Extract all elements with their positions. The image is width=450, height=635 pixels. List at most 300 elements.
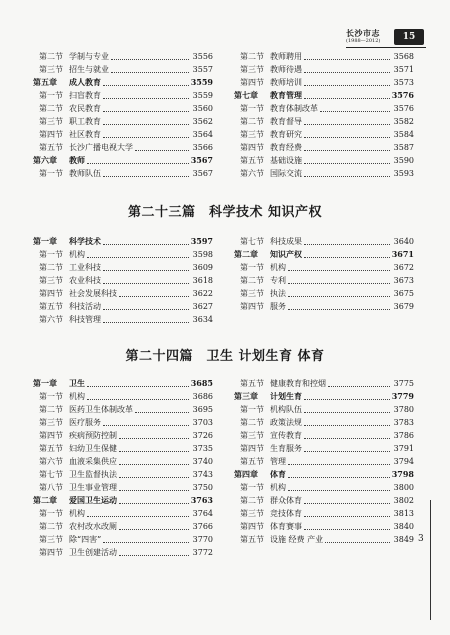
- toc-section-row[interactable]: [33, 442, 213, 455]
- toc-leader-dots: [304, 515, 390, 517]
- toc-section-row[interactable]: [33, 390, 213, 403]
- toc-leader-dots: [304, 437, 390, 439]
- toc-title: 社会发展科技: [69, 289, 117, 298]
- toc-title: 执法: [270, 289, 286, 298]
- toc-number: 第四节: [240, 522, 264, 531]
- toc-page: 3590: [393, 156, 414, 165]
- toc-page: 3764: [192, 509, 213, 518]
- toc-title: 服务: [270, 302, 286, 311]
- toc-leader-dots: [103, 123, 189, 125]
- toc-page: 3566: [192, 143, 213, 152]
- toc-number: 第五节: [240, 457, 264, 466]
- toc-page: 3556: [192, 52, 213, 61]
- toc-number: 第三节: [240, 509, 264, 518]
- edge-rule: [430, 500, 431, 620]
- toc-section-row[interactable]: [234, 141, 414, 154]
- toc-number: 第一节: [240, 263, 264, 272]
- toc-section-row[interactable]: [33, 416, 213, 429]
- toc-number: 第四节: [240, 302, 264, 311]
- toc-leader-dots: [304, 123, 390, 125]
- toc-section-row[interactable]: [234, 494, 414, 507]
- toc-title: 健康教育和控烟: [270, 379, 326, 388]
- toc-page: 3567: [190, 155, 213, 165]
- toc-section-row[interactable]: [234, 429, 414, 442]
- toc-part24-left: [33, 377, 213, 559]
- toc-leader-dots: [111, 71, 189, 73]
- toc-number: 第四节: [39, 289, 63, 298]
- toc-chapter-row[interactable]: [234, 248, 414, 261]
- toc-leader-dots: [87, 398, 189, 400]
- toc-title: 群众体育: [270, 496, 302, 505]
- toc-section-row[interactable]: [234, 442, 414, 455]
- toc-part24-right: [234, 377, 414, 546]
- toc-leader-dots: [103, 269, 189, 271]
- toc-number: 第二章: [234, 249, 258, 259]
- toc-page: 3571: [393, 65, 414, 74]
- toc-title: 设施 经费 产业: [270, 535, 324, 544]
- toc-section-row[interactable]: [234, 128, 414, 141]
- toc-title: 教育管理: [270, 90, 302, 100]
- toc-leader-dots: [103, 282, 189, 284]
- toc-page: 3675: [393, 289, 414, 298]
- toc-page: 3726: [192, 431, 213, 440]
- toc-section-row[interactable]: [33, 102, 213, 115]
- toc-section-row[interactable]: [33, 261, 213, 274]
- toc-number: 第一节: [39, 392, 63, 401]
- toc-title: 社区教育: [69, 130, 101, 139]
- toc-section-row[interactable]: [234, 115, 414, 128]
- toc-page: 3559: [190, 77, 213, 87]
- toc-number: 第二节: [39, 263, 63, 272]
- toc-number: 第六章: [33, 155, 57, 165]
- toc-leader-dots: [288, 295, 390, 297]
- toc-page: 3800: [393, 483, 414, 492]
- toc-title: 管理: [270, 457, 286, 466]
- toc-title: 疾病预防控制: [69, 431, 117, 440]
- toc-section-row[interactable]: [234, 520, 414, 533]
- toc-title: 卫生创建活动: [69, 548, 117, 557]
- toc-leader-dots: [103, 84, 189, 86]
- toc-section-row[interactable]: [234, 63, 414, 76]
- toc-leader-dots: [304, 243, 390, 245]
- toc-title: 教师待遇: [270, 65, 302, 74]
- toc-page: 3813: [393, 509, 414, 518]
- toc-section-row[interactable]: [33, 89, 213, 102]
- toc-number: 第七节: [240, 237, 264, 246]
- toc-leader-dots: [87, 385, 189, 387]
- toc-number: 第一节: [240, 104, 264, 113]
- toc-number: 第五节: [240, 379, 264, 388]
- toc-number: 第五节: [39, 444, 63, 453]
- toc-section-row[interactable]: [33, 520, 213, 533]
- toc-leader-dots: [304, 149, 390, 151]
- toc-chapter-row[interactable]: [234, 390, 414, 403]
- toc-leader-dots: [304, 162, 390, 164]
- toc-title: 国际交流: [270, 169, 302, 178]
- toc-section-row[interactable]: [33, 300, 213, 313]
- toc-section-row[interactable]: [33, 468, 213, 481]
- toc-page: 3802: [393, 496, 414, 505]
- toc-section-row[interactable]: [234, 167, 414, 180]
- toc-section-row[interactable]: [33, 403, 213, 416]
- toc-page: 3740: [192, 457, 213, 466]
- toc-section-row[interactable]: [234, 76, 414, 89]
- toc-leader-dots: [288, 476, 390, 478]
- toc-number: 第二节: [240, 418, 264, 427]
- toc-leader-dots: [119, 476, 189, 478]
- toc-title: 机构: [69, 392, 85, 401]
- toc-number: 第一节: [39, 509, 63, 518]
- toc-leader-dots: [304, 71, 390, 73]
- toc-leader-dots: [304, 97, 390, 99]
- toc-title: 知识产权: [270, 249, 302, 259]
- toc-title: 生育服务: [270, 444, 302, 453]
- toc-number: 第八节: [39, 483, 63, 492]
- toc-number: 第一节: [39, 250, 63, 259]
- toc-page: 3560: [192, 104, 213, 113]
- toc-leader-dots: [304, 175, 390, 177]
- toc-number: 第五章: [33, 77, 57, 87]
- toc-number: 第四节: [39, 548, 63, 557]
- toc-page: 3576: [391, 90, 414, 100]
- toc-number: 第四节: [240, 78, 264, 87]
- toc-number: 第三节: [39, 117, 63, 126]
- logo-rule: [346, 47, 426, 48]
- toc-page: 3775: [393, 379, 414, 388]
- toc-title: 扫盲教育: [69, 91, 101, 100]
- part-24-heading: 第二十四篇 卫生 计划生育 体育: [125, 349, 325, 364]
- toc-leader-dots: [288, 463, 390, 465]
- toc-title: 科技成果: [270, 237, 302, 246]
- toc-page: 3772: [192, 548, 213, 557]
- toc-number: 第五节: [39, 302, 63, 311]
- toc-page: 3679: [393, 302, 414, 311]
- toc-page: 3685: [190, 378, 213, 388]
- toc-leader-dots: [304, 424, 390, 426]
- logo-subtitle: (1988—2012): [346, 38, 381, 44]
- toc-leader-dots: [119, 528, 189, 530]
- toc-chapter-row[interactable]: [33, 377, 213, 390]
- toc-leader-dots: [119, 450, 189, 452]
- toc-title: 卫生: [69, 378, 85, 388]
- toc-number: 第六节: [39, 457, 63, 466]
- toc-page: 3557: [192, 65, 213, 74]
- toc-leader-dots: [288, 269, 390, 271]
- toc-section-row[interactable]: [33, 63, 213, 76]
- toc-number: 第三节: [39, 276, 63, 285]
- toc-title: 农民教育: [69, 104, 101, 113]
- toc-leader-dots: [304, 450, 390, 452]
- toc-leader-dots: [328, 385, 390, 387]
- toc-top-left: [33, 50, 213, 180]
- toc-page: 3673: [393, 276, 414, 285]
- toc-title: 医疗服务: [69, 418, 101, 427]
- toc-leader-dots: [135, 149, 189, 151]
- toc-number: 第一节: [240, 405, 264, 414]
- toc-section-row[interactable]: [234, 416, 414, 429]
- toc-leader-dots: [103, 175, 189, 177]
- toc-section-row[interactable]: [234, 507, 414, 520]
- toc-section-row[interactable]: [234, 235, 414, 248]
- toc-leader-dots: [320, 110, 390, 112]
- toc-section-row[interactable]: [234, 50, 414, 63]
- toc-page: 3587: [393, 143, 414, 152]
- toc-section-row[interactable]: [234, 481, 414, 494]
- toc-page: 3627: [192, 302, 213, 311]
- toc-title: 机构: [270, 483, 286, 492]
- toc-page: 3618: [192, 276, 213, 285]
- toc-leader-dots: [119, 554, 189, 556]
- toc-leader-dots: [111, 58, 189, 60]
- toc-title: 除“四害”: [69, 535, 102, 544]
- toc-page: 3634: [192, 315, 213, 324]
- toc-page: 3763: [190, 495, 213, 505]
- toc-number: 第二章: [33, 495, 57, 505]
- toc-page: 3780: [393, 405, 414, 414]
- toc-page: 3766: [192, 522, 213, 531]
- toc-title: 教师聘用: [270, 52, 302, 61]
- toc-title: 长沙广播电视大学: [69, 143, 133, 152]
- toc-leader-dots: [304, 136, 390, 138]
- toc-chapter-row[interactable]: [234, 89, 414, 102]
- toc-page: 3640: [393, 237, 414, 246]
- toc-section-row[interactable]: [33, 248, 213, 261]
- toc-title: 医药卫生体制改革: [69, 405, 133, 414]
- toc-leader-dots: [325, 541, 390, 543]
- toc-page: 3743: [192, 470, 213, 479]
- toc-leader-dots: [304, 502, 390, 504]
- toc-chapter-row[interactable]: [33, 76, 213, 89]
- toc-number: 第七章: [234, 90, 258, 100]
- toc-section-row[interactable]: [234, 102, 414, 115]
- toc-number: 第二节: [240, 496, 264, 505]
- toc-leader-dots: [288, 308, 390, 310]
- toc-title: 招生与就业: [69, 65, 109, 74]
- toc-top-right: [234, 50, 414, 180]
- toc-page: 3798: [391, 469, 414, 479]
- toc-page: 3794: [393, 457, 414, 466]
- toc-section-row[interactable]: [234, 377, 414, 390]
- toc-number: 第二节: [39, 522, 63, 531]
- toc-number: 第三节: [240, 65, 264, 74]
- toc-leader-dots: [103, 97, 189, 99]
- toc-number: 第二节: [240, 52, 264, 61]
- toc-title: 竞技体育: [270, 509, 302, 518]
- page-number: 3: [418, 534, 424, 544]
- toc-title: 机构: [69, 509, 85, 518]
- toc-section-row[interactable]: [33, 533, 213, 546]
- toc-page: 3770: [192, 535, 213, 544]
- toc-number: 第四节: [39, 130, 63, 139]
- toc-number: 第六节: [240, 169, 264, 178]
- toc-title: 教育经费: [270, 143, 302, 152]
- toc-leader-dots: [304, 528, 390, 530]
- toc-number: 第二节: [39, 405, 63, 414]
- toc-number: 第三节: [240, 130, 264, 139]
- toc-number: 第四节: [240, 444, 264, 453]
- toc-chapter-row[interactable]: [33, 154, 213, 167]
- toc-section-row[interactable]: [33, 274, 213, 287]
- toc-page: 3609: [192, 263, 213, 272]
- toc-section-row[interactable]: [234, 533, 414, 546]
- toc-leader-dots: [135, 411, 189, 413]
- toc-section-row[interactable]: [33, 507, 213, 520]
- toc-number: 第三章: [234, 391, 258, 401]
- toc-leader-dots: [103, 308, 189, 310]
- toc-page: 3582: [393, 117, 414, 126]
- toc-number: 第四节: [39, 431, 63, 440]
- toc-title: 政策法规: [270, 418, 302, 427]
- toc-page: 3573: [393, 78, 414, 87]
- toc-section-row[interactable]: [33, 429, 213, 442]
- toc-title: 职工教育: [69, 117, 101, 126]
- toc-section-row[interactable]: [234, 455, 414, 468]
- toc-title: 教育督导: [270, 117, 302, 126]
- toc-page: 3622: [192, 289, 213, 298]
- toc-leader-dots: [304, 58, 390, 60]
- toc-number: 第五节: [240, 156, 264, 165]
- toc-number: 第二节: [240, 276, 264, 285]
- toc-number: 第三节: [39, 65, 63, 74]
- toc-title: 体育: [270, 469, 286, 479]
- toc-number: 第六节: [39, 315, 63, 324]
- toc-title: 计划生育: [270, 391, 302, 401]
- toc-title: 爱国卫生运动: [69, 495, 117, 505]
- logo-title: 长沙市志: [346, 28, 380, 38]
- toc-section-row[interactable]: [33, 287, 213, 300]
- toc-title: 农业科技: [69, 276, 101, 285]
- toc-page: 3686: [192, 392, 213, 401]
- toc-chapter-row[interactable]: [234, 468, 414, 481]
- toc-page: 3786: [393, 431, 414, 440]
- toc-section-row[interactable]: [33, 167, 213, 180]
- toc-chapter-row[interactable]: [33, 494, 213, 507]
- logo-mark: 15: [394, 29, 424, 45]
- toc-page: 3671: [391, 249, 414, 259]
- toc-leader-dots: [119, 295, 189, 297]
- toc-number: 第二节: [39, 52, 63, 61]
- toc-page: 3779: [391, 391, 414, 401]
- toc-leader-dots: [288, 282, 390, 284]
- toc-leader-dots: [103, 541, 189, 543]
- toc-title: 卫生事业管理: [69, 483, 117, 492]
- toc-section-row[interactable]: [33, 546, 213, 559]
- toc-number: 第四章: [234, 469, 258, 479]
- toc-title: 卫生监督执法: [69, 470, 117, 479]
- toc-number: 第三节: [240, 289, 264, 298]
- toc-number: 第一节: [39, 91, 63, 100]
- toc-page: 3703: [192, 418, 213, 427]
- toc-title: 基础设施: [270, 156, 302, 165]
- toc-section-row[interactable]: [33, 313, 213, 326]
- toc-section-row[interactable]: [234, 287, 414, 300]
- toc-page: 3783: [393, 418, 414, 427]
- toc-page: 3672: [393, 263, 414, 272]
- toc-title: 学制与专业: [69, 52, 109, 61]
- toc-page: 3584: [393, 130, 414, 139]
- toc-number: 第四节: [240, 143, 264, 152]
- toc-leader-dots: [87, 256, 189, 258]
- toc-section-row[interactable]: [234, 274, 414, 287]
- toc-title: 科技活动: [69, 302, 101, 311]
- toc-title: 工业科技: [69, 263, 101, 272]
- toc-page: 3564: [192, 130, 213, 139]
- toc-leader-dots: [103, 321, 189, 323]
- toc-leader-dots: [103, 136, 189, 138]
- toc-page: 3735: [192, 444, 213, 453]
- toc-number: 第二节: [240, 117, 264, 126]
- toc-section-row[interactable]: [234, 403, 414, 416]
- toc-number: 第五节: [240, 535, 264, 544]
- toc-leader-dots: [304, 411, 390, 413]
- toc-section-row[interactable]: [33, 50, 213, 63]
- toc-title: 成人教育: [69, 77, 101, 87]
- toc-section-row[interactable]: [33, 455, 213, 468]
- toc-page: 3791: [393, 444, 414, 453]
- toc-leader-dots: [119, 502, 189, 504]
- toc-title: 科技管理: [69, 315, 101, 324]
- toc-title: 农村改水改厕: [69, 522, 117, 531]
- toc-leader-dots: [304, 398, 390, 400]
- toc-leader-dots: [288, 489, 390, 491]
- toc-page: 3568: [393, 52, 414, 61]
- toc-page: 3695: [192, 405, 213, 414]
- toc-section-row[interactable]: [33, 115, 213, 128]
- toc-title: 机构: [270, 263, 286, 272]
- toc-number: 第一节: [240, 483, 264, 492]
- toc-title: 机构队伍: [270, 405, 302, 414]
- toc-title: 妇幼卫生保健: [69, 444, 117, 453]
- toc-section-row[interactable]: [33, 481, 213, 494]
- toc-page: 3576: [393, 104, 414, 113]
- toc-number: 第七节: [39, 470, 63, 479]
- toc-leader-dots: [87, 162, 189, 164]
- toc-title: 体育赛事: [270, 522, 302, 531]
- toc-part23-left: [33, 235, 213, 326]
- toc-page: 3567: [192, 169, 213, 178]
- toc-part23-right: [234, 235, 414, 313]
- toc-page: 3597: [190, 236, 213, 246]
- toc-leader-dots: [119, 463, 189, 465]
- toc-page: 3559: [192, 91, 213, 100]
- toc-leader-dots: [103, 243, 189, 245]
- toc-section-row[interactable]: [33, 128, 213, 141]
- toc-section-row[interactable]: [234, 154, 414, 167]
- toc-number: 第一节: [39, 169, 63, 178]
- toc-chapter-row[interactable]: [33, 235, 213, 248]
- toc-section-row[interactable]: [234, 300, 414, 313]
- toc-title: 血液采集供应: [69, 457, 117, 466]
- toc-number: 第二节: [39, 104, 63, 113]
- toc-title: 教师队伍: [69, 169, 101, 178]
- toc-page: 3562: [192, 117, 213, 126]
- toc-leader-dots: [304, 256, 390, 258]
- toc-page: 3840: [393, 522, 414, 531]
- toc-title: 机构: [69, 250, 85, 259]
- toc-title: 教育研究: [270, 130, 302, 139]
- toc-title: 教师: [69, 155, 85, 165]
- toc-number: 第三节: [39, 418, 63, 427]
- toc-number: 第一章: [33, 378, 57, 388]
- toc-section-row[interactable]: [234, 261, 414, 274]
- toc-page: 3598: [192, 250, 213, 259]
- toc-title: 宣传教育: [270, 431, 302, 440]
- toc-leader-dots: [119, 489, 189, 491]
- toc-section-row[interactable]: [33, 141, 213, 154]
- toc-number: 第一章: [33, 236, 57, 246]
- toc-number: 第三节: [240, 431, 264, 440]
- toc-leader-dots: [119, 437, 189, 439]
